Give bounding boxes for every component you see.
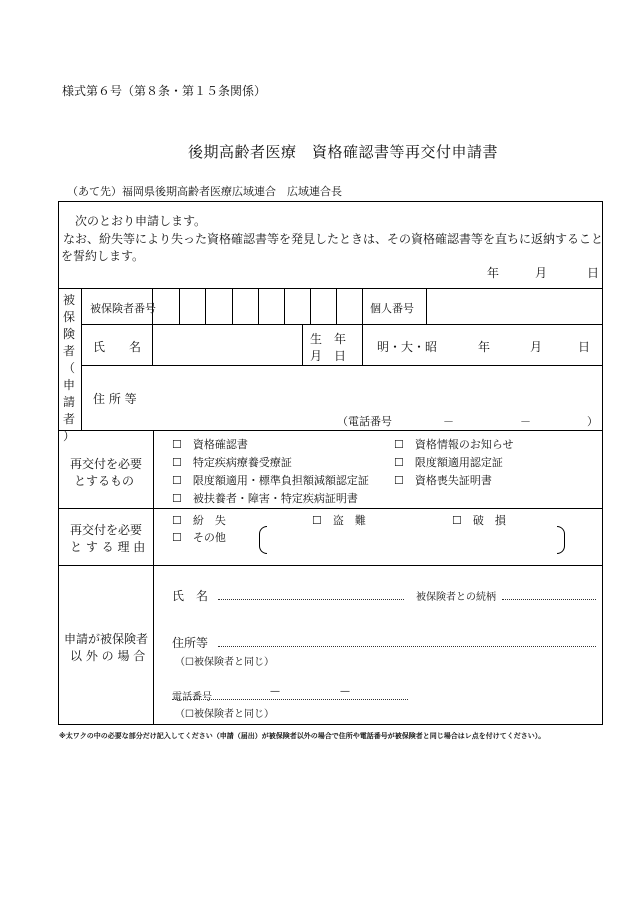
- insured-side-label: 被 保 険 者 （ 申 請 者 ）: [62, 293, 75, 443]
- checkbox-icon: ☐: [172, 492, 182, 505]
- relation-label: 被保険者との続柄: [416, 592, 496, 603]
- addressee: （あて先）福岡県後期高齢者医療広域連合 広域連合長: [67, 185, 342, 198]
- option-dependent-certificate[interactable]: ☐ 被扶養者・障害・特定疾病証明書: [172, 492, 358, 505]
- option-loss-certificate[interactable]: ☐ 資格喪失証明書: [394, 474, 492, 487]
- declaration-line-2: なお、紛失等により失った資格確認書等を発見したときは、その資格確認書等を直ちに返納すること: [63, 232, 604, 246]
- checkbox-icon: ☐: [172, 474, 182, 487]
- checkbox-icon: ☐: [172, 456, 182, 469]
- reason-other[interactable]: ☐ その他: [172, 531, 226, 544]
- applicant-name-label: 氏 名: [172, 589, 209, 603]
- date-year-label: 年: [487, 266, 500, 280]
- declaration-line-3: を誓約します。: [61, 249, 145, 263]
- address-label: 住 所 等: [93, 392, 137, 406]
- form-number: 様式第６号（第８条・第１５条関係）: [62, 84, 267, 98]
- checkbox-icon: ☐: [452, 514, 462, 527]
- checkbox-icon: ☐: [394, 474, 404, 487]
- reason-label-2: と す る 理 由: [70, 540, 146, 554]
- birth-year-label: 年: [478, 340, 491, 354]
- insured-number-label: 被保険者番号: [90, 302, 156, 315]
- other-reason-field[interactable]: [270, 527, 554, 553]
- insured-number-field[interactable]: [153, 289, 361, 323]
- other-bracket-right: [557, 526, 565, 554]
- address-field[interactable]: [153, 366, 602, 406]
- option-limit-certificate[interactable]: ☐ 限度額適用認定証: [394, 456, 503, 469]
- phone-same-checkbox[interactable]: （☐被保険者と同じ）: [175, 709, 274, 720]
- checkbox-icon: ☐: [172, 531, 182, 544]
- option-limit-reduction[interactable]: ☐ 限度額適用・標準負担額減額認定証: [172, 474, 369, 487]
- applicant-phone-label: 電話番号: [172, 692, 212, 703]
- reason-damaged[interactable]: ☐ 破 損: [452, 514, 506, 527]
- era-options[interactable]: 明・大・昭: [377, 340, 438, 354]
- option-qualification-notice[interactable]: ☐ 資格情報のお知らせ: [394, 438, 514, 451]
- footnote: ※太ワクの中の必要な部分だけ記入してください（申請（届出）が被保険者以外の場合で住所や電話番号が被保険者と同じ場合はレ点を付けてください）。: [59, 732, 546, 740]
- birth-label-2: 月 日: [310, 349, 347, 363]
- birth-month-label: 月: [530, 340, 543, 354]
- reason-stolen[interactable]: ☐ 盗 難: [312, 514, 366, 527]
- birth-label-1: 生 年: [310, 332, 347, 346]
- option-specific-disease[interactable]: ☐ 特定疾病療養受療証: [172, 456, 292, 469]
- checkbox-icon: ☐: [394, 438, 404, 451]
- reissue-items-label-1: 再交付を必要: [70, 457, 143, 471]
- phone-label: （電話番号: [337, 415, 392, 428]
- declaration-line-1: 次のとおり申請します。: [75, 214, 207, 228]
- option-certificate[interactable]: ☐ 資格確認書: [172, 438, 248, 451]
- applicant-address-field[interactable]: [218, 646, 596, 647]
- applicant-label-2: 以 外 の 場 合: [70, 649, 146, 663]
- checkbox-icon: ☐: [312, 514, 322, 527]
- applicant-phone-dash-1: —: [270, 686, 280, 697]
- applicant-phone-field[interactable]: [172, 699, 408, 700]
- applicant-label-1: 申請が被保険者: [64, 632, 149, 646]
- date-day-label: 日: [587, 266, 600, 280]
- page-title: 後期高齢者医療 資格確認書等再交付申請書: [188, 143, 499, 161]
- checkbox-icon: ☐: [172, 438, 182, 451]
- individual-number-label: 個人番号: [370, 302, 414, 315]
- phone-dash-2: －: [520, 415, 531, 428]
- reason-lost[interactable]: ☐ 紛 失: [172, 514, 226, 527]
- checkbox-icon: ☐: [394, 456, 404, 469]
- other-bracket-left: [259, 526, 267, 554]
- name-label: 氏 名: [93, 340, 142, 354]
- checkbox-icon: ☐: [172, 514, 182, 527]
- applicant-phone-dash-2: —: [340, 686, 350, 697]
- applicant-address-label: 住所等: [172, 636, 209, 650]
- name-field[interactable]: [153, 325, 301, 364]
- reason-label-1: 再交付を必要: [70, 523, 143, 537]
- date-month-label: 月: [535, 266, 548, 280]
- birth-day-label: 日: [578, 340, 591, 354]
- phone-close: ）: [587, 415, 598, 428]
- applicant-name-field[interactable]: [218, 599, 404, 600]
- relation-field[interactable]: [502, 599, 596, 600]
- address-same-checkbox[interactable]: （☐被保険者と同じ）: [175, 657, 274, 668]
- reissue-items-label-2: とするもの: [74, 474, 135, 488]
- individual-number-field[interactable]: [427, 289, 602, 323]
- phone-dash-1: －: [443, 415, 454, 428]
